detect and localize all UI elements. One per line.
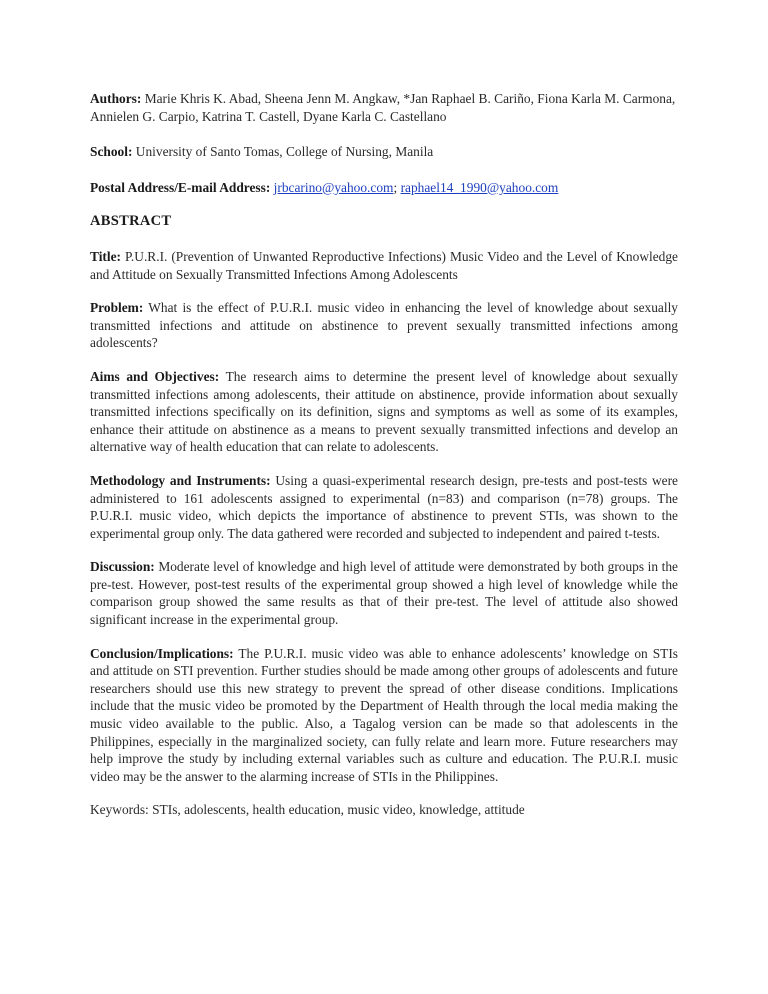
- title-label: Title:: [90, 248, 121, 264]
- authors-label: Authors:: [90, 91, 142, 106]
- conclusion-text: The P.U.R.I. music video was able to enhance adolescents’ knowledge on STIs and attitude on STI prevention. Further studies should be made among other groups of adolescents and future researchers should use this new strategy to prevent the spread of other disease conditions. Implications include that the music video be promoted by the Department of Health through the local media making the music video available to the public. Also, a Tagalog version can be made so that adolescents in the Philippines, especially in the marginalized society, can fully relate and learn more. Future researchers may help improve the study by including external variables such as culture and education. The P.U.R.I. music video may be the answer to the alarming increase of STIs in the Philippines.: [90, 645, 678, 784]
- school-paragraph: [90, 143, 678, 161]
- title-paragraph: [90, 248, 678, 283]
- postal-paragraph: [90, 179, 678, 197]
- aims-label: Aims and Objectives:: [90, 368, 220, 384]
- conclusion-paragraph: [90, 645, 678, 786]
- title-text: P.U.R.I. (Prevention of Unwanted Reproductive Infections) Music Video and the Level of Knowledge and Attitude on Sexually Transmitted Infections Among Adolescents: [90, 248, 678, 282]
- keywords-text: Keywords: STIs, adolescents, health education, music video, knowledge, attitude: [90, 802, 525, 818]
- abstract-document: [90, 90, 678, 836]
- abstract-heading: ABSTRACT: [90, 213, 172, 230]
- email-separator: ;: [393, 179, 398, 195]
- conclusion-label: Conclusion/Implications:: [90, 645, 234, 661]
- email-link-2[interactable]: raphael14_1990@yahoo.com: [400, 179, 559, 195]
- authors-text: Marie Khris K. Abad, Sheena Jenn M. Angkaw, *Jan Raphael B. Cariño, Fiona Karla M. Carmona, Annielen G. Carpio, Katrina T. Castell, Dyane Karla C. Castellano: [90, 91, 676, 124]
- problem-text: What is the effect of P.U.R.I. music video in enhancing the level of knowledge about sexually transmitted infections and attitude on abstinence to prevent sexually transmitted infections among adolescents?: [90, 300, 678, 351]
- problem-paragraph: [90, 299, 678, 352]
- problem-label: Problem:: [90, 300, 144, 316]
- school-text: University of Santo Tomas, College of Nursing, Manila: [135, 144, 434, 160]
- postal-label: Postal Address/E-mail Address:: [90, 179, 271, 195]
- discussion-paragraph: [90, 558, 678, 628]
- email-link-1[interactable]: jrbcarino@yahoo.com: [273, 179, 394, 195]
- keywords-paragraph: [90, 801, 678, 819]
- school-label: School:: [90, 144, 133, 160]
- methodology-paragraph: [90, 472, 678, 542]
- discussion-label: Discussion:: [90, 559, 155, 575]
- methodology-text: Using a quasi-experimental research design, pre-tests and post-tests were administered to 161 adolescents assigned to experimental (n=83) and comparison (n=78) groups. The P.U.R.I. music video, which depicts the importance of abstinence to prevent STIs, was shown to the experimental group only. The data gathered were recorded and subjected to independent and paired t-tests.: [90, 472, 679, 541]
- authors-paragraph: [90, 90, 678, 125]
- methodology-label: Methodology and Instruments:: [90, 472, 271, 488]
- aims-text: The research aims to determine the present level of knowledge about sexually transmitted infections among adolescents, their attitude on abstinence, provide information about sexually transmitted infections specifically on its definition, signs and symptoms as well as some of its examples, enhance their attitude on abstinence as a means to prevent sexually transmitted infections and develop an alternative way of health education that can relate to adolescents.: [90, 368, 678, 455]
- discussion-text: Moderate level of knowledge and high level of attitude were demonstrated by both groups in the pre-test. However, post-test results of the experimental group showed a high level of knowledge while the comparison group showed the same results as that of their pre-test. The level of attitude also showed significant increase in the experimental group.: [90, 559, 678, 628]
- aims-paragraph: [90, 368, 678, 456]
